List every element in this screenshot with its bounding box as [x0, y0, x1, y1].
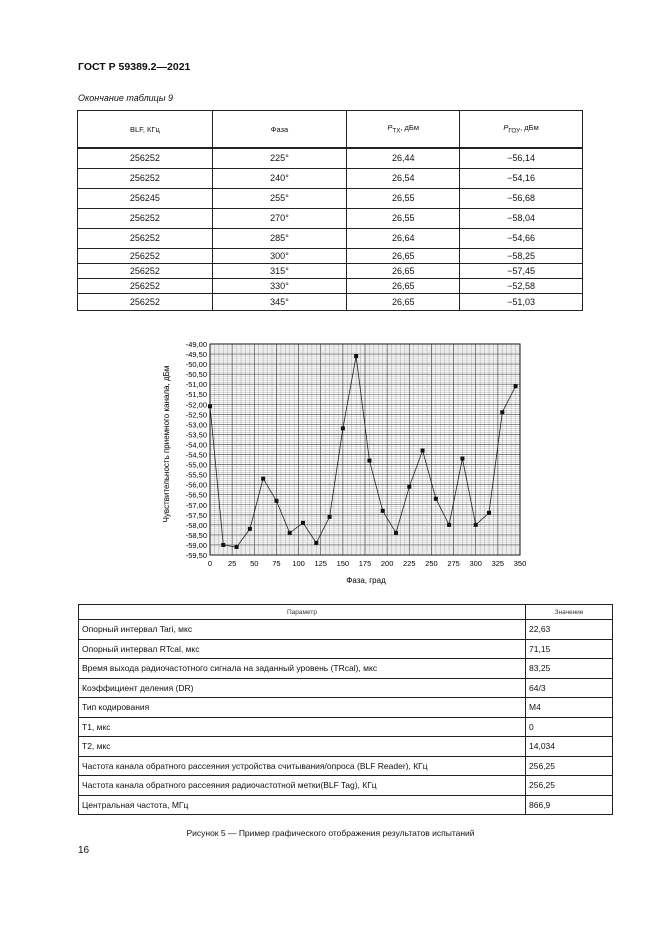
table-row [78, 168, 583, 188]
cell-phase: 300° [212, 248, 347, 263]
x-tick-label: 325 [491, 559, 505, 568]
x-axis [208, 559, 526, 568]
pgou-subscript: ГОУ [508, 127, 521, 135]
cell-phase: 240° [212, 168, 347, 188]
cell-ptx: 26,64 [347, 228, 460, 248]
y-tick-label: -50,50 [185, 370, 207, 380]
param-row [79, 639, 613, 659]
y-tick-label: -59,50 [185, 551, 207, 560]
data-point [274, 499, 278, 503]
x-tick-label: 75 [272, 559, 281, 568]
data-point [434, 497, 438, 501]
y-tick-label: -52,50 [185, 410, 207, 420]
data-point [208, 404, 212, 408]
cell-phase: 225° [212, 148, 347, 168]
table-row [78, 228, 583, 248]
data-point [474, 523, 478, 527]
table-row [78, 208, 583, 228]
param-row [79, 659, 613, 679]
cell-ptx: 26,65 [347, 263, 460, 278]
param-row [79, 717, 613, 737]
y-tick-label: -56,00 [185, 480, 207, 490]
y-tick-label: -51,50 [185, 390, 207, 400]
param-row [79, 756, 613, 776]
data-point [487, 511, 491, 515]
col-header-phase: Фаза [212, 111, 347, 149]
param-name: Тип кодирования [79, 698, 526, 718]
x-axis-label: Фаза, град [346, 576, 386, 585]
results-table [77, 110, 583, 311]
table-row [78, 293, 583, 310]
y-tick-label: -56,50 [185, 490, 207, 500]
table-header-row [78, 111, 583, 149]
x-tick-label: 300 [469, 559, 482, 568]
param-name: Частота канала обратного рассеяния радиочастотной метки(BLF Tag), КГц [79, 776, 526, 796]
cell-blf: 256252 [78, 293, 213, 310]
data-point [367, 459, 371, 463]
cell-blf: 256252 [78, 228, 213, 248]
figure-caption: Рисунок 5 — Пример графического отображения результатов испытаний [186, 828, 475, 838]
param-row [79, 698, 613, 718]
x-tick-label: 225 [403, 559, 416, 568]
table-row [78, 188, 583, 208]
data-point [421, 449, 425, 453]
y-tick-label: -52,00 [185, 400, 207, 410]
y-axis-label: Чувствительность приемного канала, дБм [162, 365, 171, 523]
series-line [210, 356, 516, 547]
x-tick-label: 100 [292, 559, 305, 568]
data-point [354, 354, 358, 358]
param-row [79, 795, 613, 815]
y-tick-label: -57,00 [185, 500, 207, 510]
y-tick-label: -50,00 [185, 360, 207, 370]
x-tick-label: 25 [227, 559, 237, 568]
data-point [381, 509, 385, 513]
cell-phase: 270° [212, 208, 347, 228]
data-point [248, 527, 252, 531]
document-header: ГОСТ Р 59389.2—2021 [78, 61, 191, 73]
param-value: M4 [526, 698, 613, 718]
y-tick-label: -59,00 [185, 540, 207, 550]
cell-blf: 256252 [78, 208, 213, 228]
param-row [79, 678, 613, 698]
cell-pgou: −51,03 [460, 293, 583, 310]
col-header-ptx [347, 111, 460, 149]
x-tick-label: 350 [513, 559, 527, 568]
data-point [235, 545, 239, 549]
cell-pgou: −56,14 [460, 148, 583, 168]
x-tick-label: 125 [314, 559, 327, 568]
data-point [341, 426, 345, 430]
y-tick-label: -53,50 [185, 430, 207, 440]
cell-pgou: −58,25 [460, 248, 583, 263]
y-tick-label: -49,50 [185, 350, 207, 360]
cell-pgou: −54,66 [460, 228, 583, 248]
cell-pgou: −57,45 [460, 263, 583, 278]
y-tick-label: -55,00 [185, 460, 207, 470]
param-name: Частота канала обратного рассеяния устройства считывания/опроса (BLF Reader), КГц [79, 756, 526, 776]
x-tick-label: 200 [380, 559, 394, 568]
param-value: 64/3 [526, 678, 613, 698]
x-tick-label: 0 [207, 559, 213, 568]
cell-blf: 256252 [78, 248, 213, 263]
param-value: 0 [526, 717, 613, 737]
param-name: T1, мкс [79, 717, 526, 737]
data-point [314, 541, 318, 545]
table-row [78, 263, 583, 278]
y-tick-label: -54,50 [185, 450, 207, 460]
y-axis [186, 340, 207, 560]
param-name: Опорный интервал Tari, мкс [79, 620, 526, 640]
param-row [79, 776, 613, 796]
x-tick-label: 250 [425, 559, 438, 568]
data-point [221, 543, 225, 547]
data-point [500, 410, 504, 414]
data-point [460, 457, 464, 461]
x-tick-label: 175 [358, 559, 372, 568]
data-point [514, 384, 518, 388]
cell-pgou: −58,04 [460, 208, 583, 228]
param-name: T2, мкс [79, 737, 526, 757]
cell-ptx: 26,44 [347, 148, 460, 168]
data-point [447, 523, 451, 527]
table-row [78, 148, 583, 168]
data-point [328, 515, 332, 519]
ptx-unit: , дБм [400, 123, 420, 133]
table-caption: Окончание таблицы 9 [78, 93, 173, 103]
data-point [394, 531, 398, 535]
param-value: 256,25 [526, 776, 613, 796]
param-value: 866,9 [526, 795, 613, 815]
cell-ptx: 26,65 [347, 278, 460, 293]
cell-blf: 256252 [78, 278, 213, 293]
param-value: 14,034 [526, 737, 613, 757]
param-value: 256,25 [526, 756, 613, 776]
x-tick-label: 50 [250, 559, 259, 568]
param-value: 83,25 [526, 659, 613, 679]
cell-blf: 256245 [78, 188, 213, 208]
cell-pgou: −56,68 [460, 188, 583, 208]
cell-phase: 285° [212, 228, 347, 248]
cell-phase: 315° [212, 263, 347, 278]
sensitivity-chart [160, 338, 532, 590]
params-header-row [79, 605, 613, 620]
y-tick-label: -55,50 [185, 470, 207, 480]
data-point [261, 477, 265, 481]
data-point [288, 531, 292, 535]
params-header-value: Значение [526, 605, 613, 620]
param-name: Центральная частота, МГц [79, 795, 526, 815]
cell-phase: 330° [212, 278, 347, 293]
parameters-table [78, 604, 613, 815]
table-row [78, 248, 583, 263]
cell-phase: 255° [212, 188, 347, 208]
table-row [78, 278, 583, 293]
x-tick-label: 150 [336, 559, 350, 568]
param-name: Опорный интервал RTcal, мкс [79, 639, 526, 659]
page-number: 16 [78, 845, 90, 856]
cell-blf: 256252 [78, 263, 213, 278]
y-tick-label: -53,00 [185, 420, 207, 430]
y-tick-label: -58,50 [185, 530, 207, 540]
cell-ptx: 26,65 [347, 293, 460, 310]
cell-ptx: 26,55 [347, 188, 460, 208]
y-tick-label: -57,50 [185, 510, 207, 520]
col-header-pgou [460, 111, 583, 149]
y-tick-label: -51,00 [185, 380, 207, 390]
data-point [301, 521, 305, 525]
cell-ptx: 26,54 [347, 168, 460, 188]
params-header-name: Параметр [79, 605, 526, 620]
cell-blf: 256252 [78, 168, 213, 188]
ptx-subscript: TX [392, 127, 401, 135]
col-header-blf: BLF, КГц [78, 111, 213, 149]
cell-pgou: −54,16 [460, 168, 583, 188]
cell-ptx: 26,55 [347, 208, 460, 228]
param-row [79, 737, 613, 757]
ptx-symbol: P [387, 123, 393, 133]
param-row [79, 620, 613, 640]
y-tick-label: -49,00 [185, 340, 207, 349]
param-value: 22,63 [526, 620, 613, 640]
cell-pgou: −52,58 [460, 278, 583, 293]
cell-phase: 345° [212, 293, 347, 310]
cell-ptx: 26,65 [347, 248, 460, 263]
pgou-unit: , дБм [520, 123, 539, 133]
pgou-symbol: P [503, 123, 509, 133]
param-name: Время выхода радиочастотного сигнала на заданный уровень (TRcal), мкс [79, 659, 526, 679]
cell-blf: 256252 [78, 148, 213, 168]
param-value: 71,15 [526, 639, 613, 659]
y-tick-label: -54,00 [185, 440, 207, 450]
data-point [407, 485, 411, 489]
param-name: Коэффициент деления (DR) [79, 678, 526, 698]
y-tick-label: -58,00 [185, 520, 207, 530]
x-tick-label: 275 [447, 559, 460, 568]
